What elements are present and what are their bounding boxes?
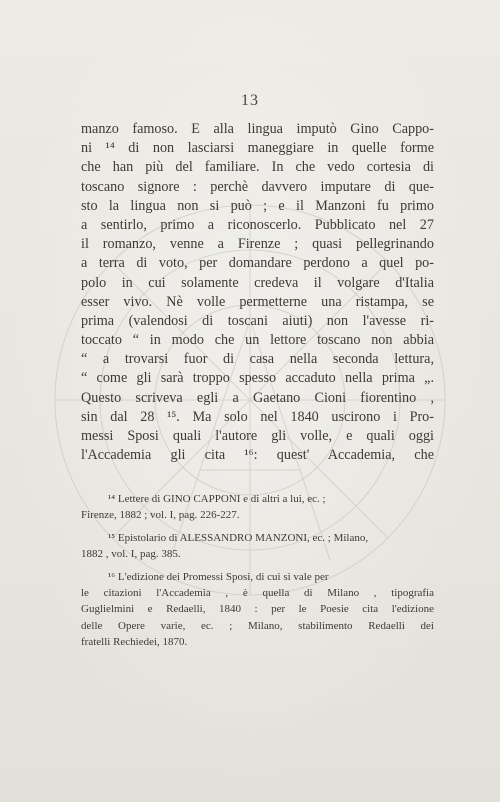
body-line: che han più del familiare. In che vedo cortesia di [81, 159, 434, 176]
footnote-line: ¹⁶ L'edizione dei Promessi Sposi, di cui si vale per [108, 570, 329, 583]
body-line: a sentirlo, primo a riconoscerlo. Pubblicato nel 27 [81, 216, 434, 233]
body-line: manzo famoso. E alla lingua imputò Gino Cappo- [81, 121, 434, 137]
page-number: 13 [241, 92, 259, 109]
body-line: il romanzo, venne a Firenze ; quasi pellegrinando [81, 236, 434, 253]
footnote-line: ¹⁴ Lettere di GINO CAPPONI e di altri a lui, ec. ; [108, 493, 326, 505]
body-line: l'Accademia gli cita ¹⁶: quest' Accademia, che [81, 447, 434, 464]
footnote-15 [81, 530, 434, 563]
footnote-line: delle Opere varie, ec. ; Milano, stabilimento Redaelli dei [81, 619, 434, 632]
body-line: sto la lingua non si può ; e il Manzoni fu primo [81, 197, 434, 214]
body-line: Questo scriveva egli a Gaetano Cioni fiorentino , [81, 389, 434, 406]
footnote-16 [81, 569, 434, 651]
body-line: sin dal 28 ¹⁵. Ma solo nel 1840 uscirono i Pro- [81, 408, 434, 425]
body-line: “ a trovarsi fuor di casa nella seconda lettura, [81, 351, 434, 368]
body-line: a terra di voto, per domandare perdono a quel po- [81, 255, 434, 272]
body-line: ni ¹⁴ di non lasciarsi maneggiare in quelle forme [81, 140, 434, 157]
body-line: prima (valendosi di toscani aiuti) non l'avesse ri- [81, 312, 434, 329]
body-line: “ come gli sarà troppo spesso accaduto nella prima „. [81, 370, 434, 387]
footnote-line: ¹⁵ Epistolario di ALESSANDRO MANZONI, ec. ; Milano, [108, 531, 369, 544]
footnote-line: fratelli Rechiedei, 1870. [81, 636, 188, 649]
footnote-line: 1882 , vol. I, pag. 385. [81, 548, 181, 561]
body-line: esser vivo. Nè volle permetterne una ristampa, se [81, 293, 434, 310]
footnote-line: Guglielmini e Redaelli, 1840 : per le Poesie cita l'edizione [81, 603, 434, 616]
body-line: polo in cui solamente credeva il volgare d'Italia [81, 274, 434, 291]
body-line: toscano signore : perchè davvero imputare di que- [81, 178, 434, 195]
footnote-14 [81, 491, 434, 524]
footnotes [81, 491, 434, 651]
body-text [81, 120, 434, 465]
footnote-line: le citazioni l'Accademia , è quella di Milano , tipografia [81, 586, 434, 599]
body-line: messi Sposi quali l'autore gli volle, e quali oggi [81, 428, 434, 444]
footnote-line: Firenze, 1882 ; vol. I, pag. 226-227. [81, 509, 240, 522]
body-line: toccato “ in modo che un lettore toscano non abbia [81, 332, 434, 349]
